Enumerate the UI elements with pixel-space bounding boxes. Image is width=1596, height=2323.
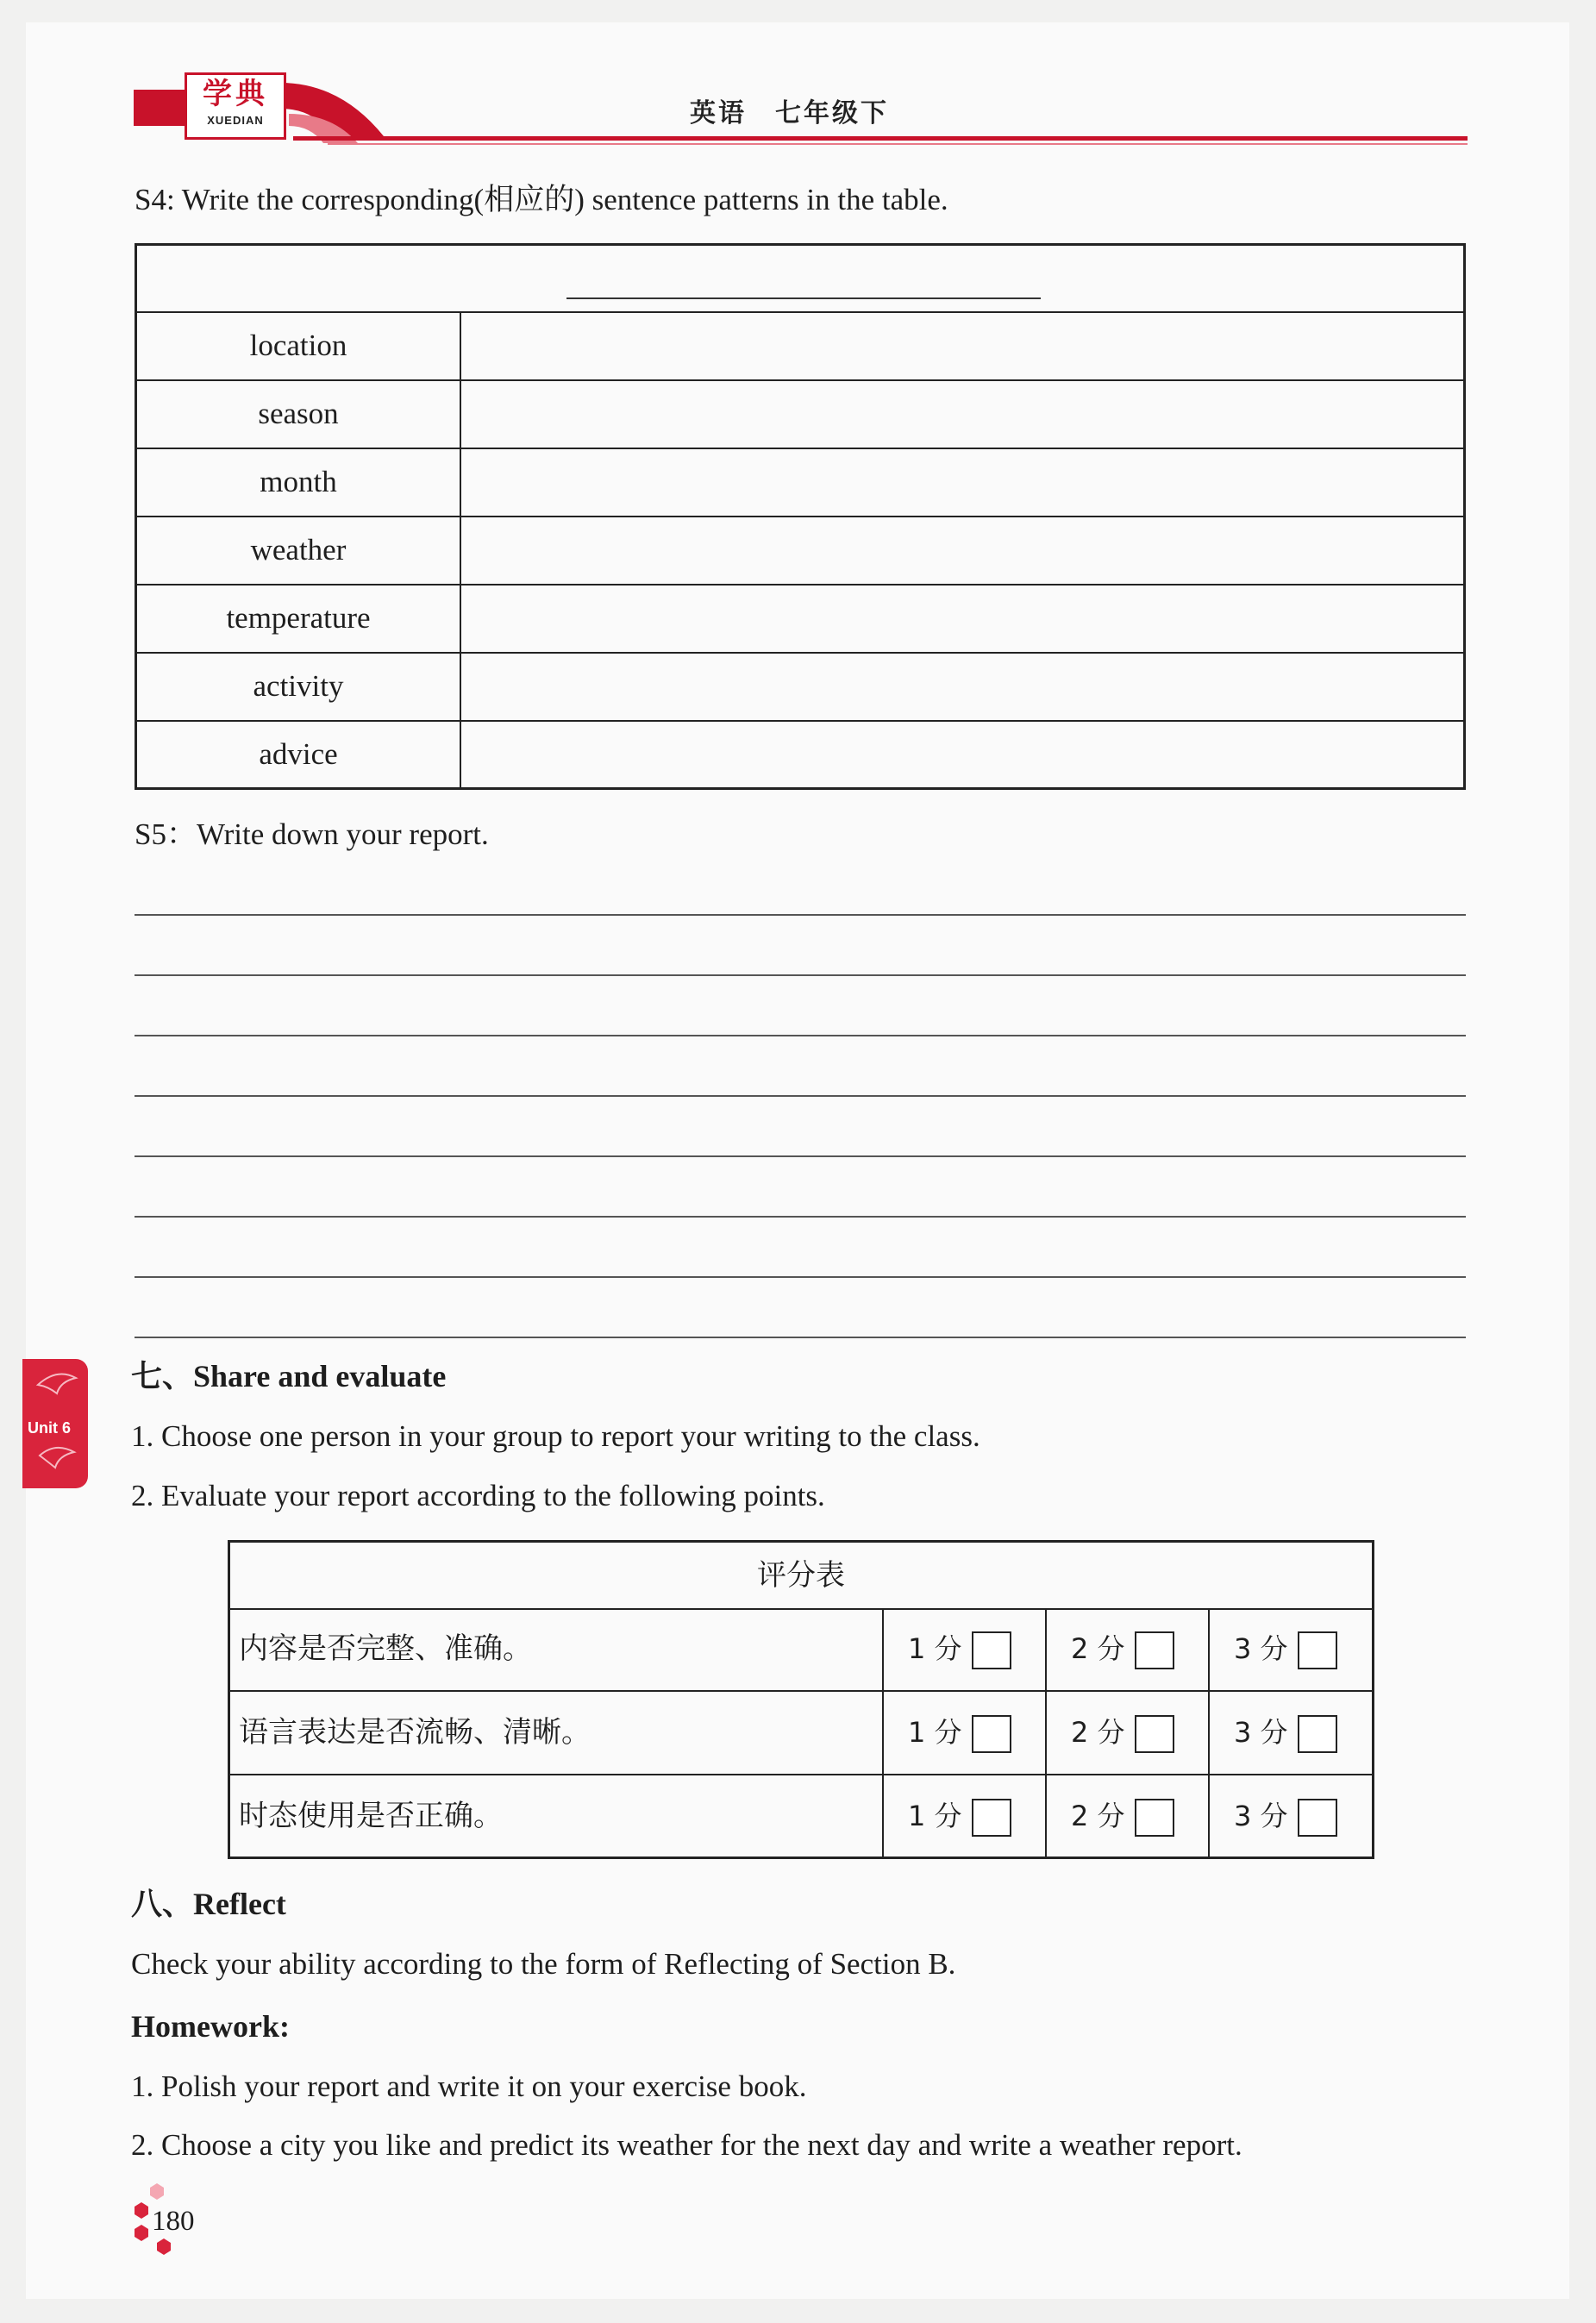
score-checkbox[interactable] [972, 1631, 1011, 1669]
score-cell [1045, 1775, 1209, 1857]
row-label: weather [137, 516, 461, 584]
score-label: 1 分 [908, 1632, 962, 1665]
table-row [230, 1775, 1372, 1857]
score-cell [1208, 1692, 1372, 1774]
score-cell [1208, 1775, 1372, 1857]
row-label: location [137, 311, 461, 379]
table-row [137, 584, 1463, 654]
score-cell [882, 1608, 1046, 1690]
logo-chinese: 学典 [203, 77, 268, 111]
writing-line[interactable] [135, 1276, 1466, 1278]
writing-line[interactable] [135, 1095, 1466, 1097]
table-row [137, 720, 1463, 788]
score-label: 2 分 [1071, 1800, 1125, 1832]
homework-item: 2. Choose a city you like and predict its weather for the next day and write a weather report. [131, 2128, 1242, 2162]
criterion-text: 内容是否完整、准确。 [239, 1631, 532, 1666]
table-row [137, 448, 1463, 517]
criterion-text: 时态使用是否正确。 [239, 1799, 503, 1833]
table-row [230, 1608, 1372, 1692]
row-label: season [137, 379, 461, 448]
score-cell [1208, 1608, 1372, 1690]
section-7-item: 2. Evaluate your report according to the following points. [131, 1479, 825, 1512]
writing-line[interactable] [135, 1155, 1466, 1157]
row-label: activity [137, 652, 461, 720]
table-row [137, 652, 1463, 722]
score-checkbox[interactable] [1298, 1631, 1337, 1669]
score-label: 1 分 [908, 1800, 962, 1832]
score-checkbox[interactable] [1298, 1799, 1337, 1837]
writing-line[interactable] [135, 914, 1466, 916]
score-checkbox[interactable] [1135, 1715, 1174, 1753]
row-label: temperature [137, 584, 461, 652]
rating-table-title: 评分表 [230, 1543, 1372, 1610]
table-title-blank[interactable] [566, 297, 1041, 299]
score-checkbox[interactable] [1135, 1799, 1174, 1837]
table-row [137, 516, 1463, 585]
score-label: 3 分 [1234, 1800, 1288, 1832]
table-row [230, 1692, 1372, 1775]
s4-instruction: S4: Write the corresponding(相应的) sentence patterns in the table. [135, 183, 948, 216]
score-cell [882, 1775, 1046, 1857]
writing-line[interactable] [135, 1035, 1466, 1036]
table-row [137, 379, 1463, 449]
writing-line[interactable] [135, 1216, 1466, 1218]
unit-label: Unit 6 [28, 1419, 72, 1437]
section-7-item: 1. Choose one person in your group to report your writing to the class. [131, 1419, 980, 1453]
score-label: 3 分 [1234, 1716, 1288, 1749]
table-row [137, 311, 1463, 381]
header-title: 英语 七年级下 [690, 98, 889, 128]
score-label: 2 分 [1071, 1632, 1125, 1665]
header-rule-thin [328, 143, 1468, 145]
criterion-text: 语言表达是否流畅、清晰。 [239, 1715, 591, 1750]
row-label: month [137, 448, 461, 516]
rating-table [228, 1540, 1374, 1859]
score-checkbox[interactable] [972, 1799, 1011, 1837]
logo-english: XUEDIAN [207, 114, 264, 127]
score-label: 1 分 [908, 1716, 962, 1749]
publisher-logo [185, 72, 286, 140]
score-cell [1045, 1692, 1209, 1774]
writing-line[interactable] [135, 974, 1466, 976]
score-checkbox[interactable] [1298, 1715, 1337, 1753]
writing-line[interactable] [135, 1337, 1466, 1338]
page-number: 180 [152, 2206, 195, 2237]
sentence-pattern-table [135, 243, 1466, 790]
header-rule [293, 136, 1468, 141]
score-cell [1045, 1608, 1209, 1690]
section-7-heading: 七、Share and evaluate [131, 1359, 447, 1393]
unit-side-tab [22, 1359, 88, 1488]
section-8-heading: 八、Reflect [131, 1887, 286, 1921]
table-title-row [137, 246, 1463, 313]
row-label: advice [137, 720, 461, 788]
score-label: 2 分 [1071, 1716, 1125, 1749]
s5-instruction: S5：Write down your report. [135, 817, 489, 851]
homework-heading: Homework: [131, 2009, 290, 2044]
score-label: 3 分 [1234, 1632, 1288, 1665]
score-checkbox[interactable] [972, 1715, 1011, 1753]
section-8-text: Check your ability according to the form of Reflecting of Section B. [131, 1947, 956, 1981]
score-checkbox[interactable] [1135, 1631, 1174, 1669]
homework-item: 1. Polish your report and write it on your exercise book. [131, 2069, 807, 2103]
score-cell [882, 1692, 1046, 1774]
